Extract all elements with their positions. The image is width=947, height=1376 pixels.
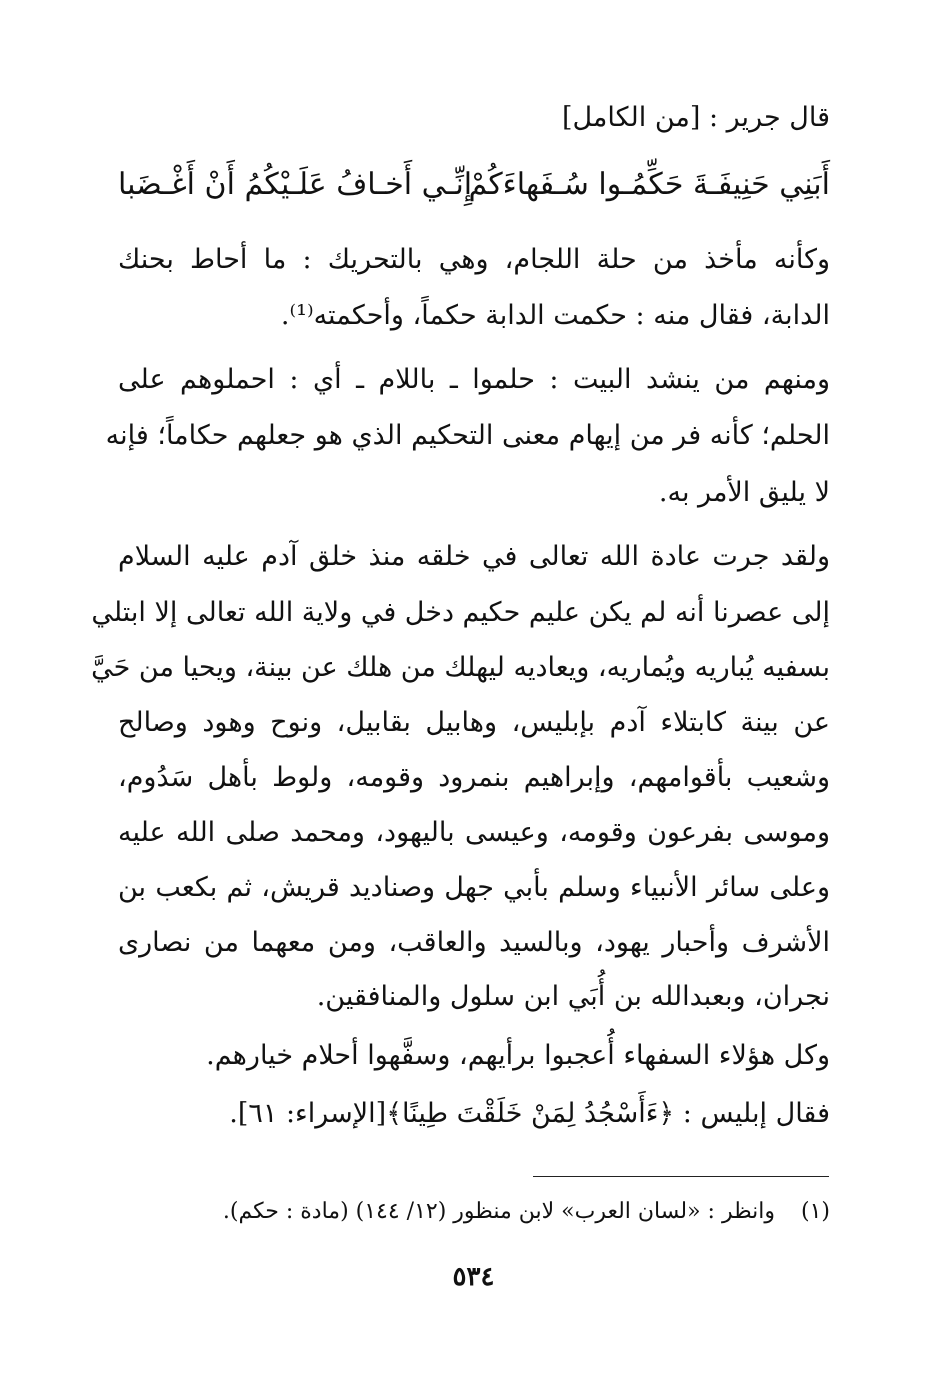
paragraph-line: وموسى بفرعون وقومه، وعيسى باليهود، ومحمد صلى الله عليه: [118, 817, 830, 848]
paragraph-line: ولقد جرت عادة الله تعالى في خلقه منذ خلق آدم عليه السلام: [118, 541, 830, 572]
paragraph-line: ومنهم من ينشد البيت : حلموا ـ باللام ـ أي : احملوهم على: [118, 364, 830, 395]
paragraph-line: وكأنه مأخذ من حلة اللجام، وهي بالتحريك : ما أحاط بحنك: [118, 244, 830, 275]
footnote-number: (١): [800, 1199, 830, 1224]
paragraph-line: عن بينة كابتلاء آدم بإبليس، وهابيل بقابيل، ونوح وهود وصالح: [118, 707, 830, 738]
quran-citation-line: فقال إبليس : ﴿ءَأَسْجُدُ لِمَنْ خَلَقْتَ طِينًا﴾[الإسراء: ٦١].: [229, 1098, 830, 1129]
paragraph-line: وعلى سائر الأنبياء وسلم بأبي جهل وصناديد قريش، ثم بكعب بن: [118, 872, 830, 903]
paragraph-line: الدابة، فقال منه : حكمت الدابة حكماً، وأحكمته⁽¹⁾.: [280, 300, 830, 331]
verse-first-hemistich: أَبَنِي حَنِيفَـةَ حَكِّمُـوا سُـفَهاءَكُمْ: [468, 167, 830, 202]
page-number: ٥٣٤: [452, 1262, 495, 1292]
footnote: [118, 1196, 830, 1228]
paragraph-line: وكل هؤلاء السفهاء أُعجبوا برأيهم، وسفَّهوا أحلام خيارهم.: [206, 1040, 830, 1071]
paragraph-line: نجران، وبعبدالله بن أُبَي ابن سلول والمنافقين.: [316, 981, 830, 1012]
paragraph-line: وشعيب بأقوامهم، وإبراهيم بنمرود وقومه، ولوط بأهل سَدُوم،: [118, 762, 830, 793]
footnote-divider: [533, 1176, 829, 1177]
paragraph-line: الأشرف وأحبار يهود، وبالسيد والعاقب، ومن معهما من نصارى: [118, 927, 830, 958]
poetry-verse: [118, 160, 830, 210]
paragraph-line: إلى عصرنا أنه لم يكن عليم حكيم دخل في ولاية الله تعالى إلا ابتلي: [91, 597, 830, 628]
footnote-text: وانظر : «لسان العرب» لابن منظور (١٢/ ١٤٤) (مادة : حكم).: [222, 1199, 775, 1224]
paragraph-line: الحلم؛ كأنه فر من إيهام معنى التحكيم الذي هو جعلهم حكاماً؛ فإنه: [105, 420, 830, 451]
paragraph-line: لا يليق الأمر به.: [658, 477, 830, 508]
verse-intro: قال جرير : [من الكامل]: [561, 102, 830, 133]
paragraph-line: بسفيه يُباريه ويُماريه، ويعاديه ليهلك من هلك عن بينة، ويحيا من حَيَّ: [91, 652, 830, 683]
verse-second-hemistich: إِنِّـي أَخـافُ عَلَـيْكُمُ أَنْ أَغْـضَبا: [118, 167, 473, 202]
